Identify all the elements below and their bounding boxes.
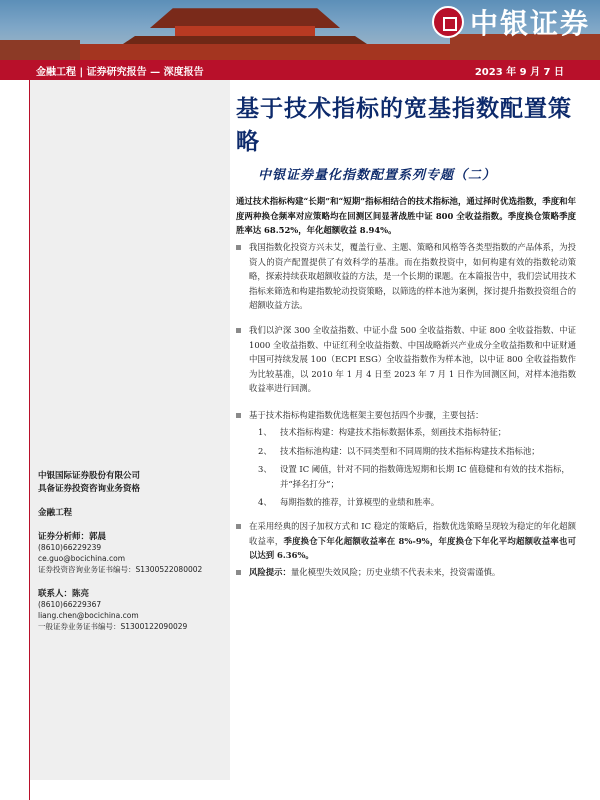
step-number: 4、: [258, 497, 272, 507]
sidebar-info: [38, 470, 224, 632]
analyst-cert: 证券投资咨询业务证书编号：S1300522080002: [38, 565, 203, 574]
step-item: [258, 495, 576, 510]
bullet-text: 基于技术指标构建指数优选框架主要包括四个步骤，主要包括：: [249, 410, 484, 420]
header-banner: [0, 0, 600, 60]
report-date: 2023 年 9 月 7 日: [474, 67, 564, 78]
left-margin-strip: [0, 80, 30, 800]
step-number: 2、: [258, 445, 272, 456]
analyst-email[interactable]: ce.guo@bocichina.com: [38, 554, 125, 563]
risk-text: 量化模型失效风险；历史业绩不代表未来，投资需谨慎。: [290, 567, 501, 577]
step-text: 每期指数的推荐，计算模型的业绩和胜率。: [280, 497, 440, 507]
bullet-item: [236, 519, 576, 563]
bullet-text: [249, 519, 576, 563]
bullet-text-strong: 季度换仓下年化超额收益率在 8%-9%，年度换仓下年化平均超额收益率也可以达到 6.36%。: [249, 535, 576, 560]
palace-roof-top: [150, 6, 340, 28]
company-name: 中银国际证券股份有限公司: [38, 471, 141, 481]
step-text: 设置 IC 阈值，针对不同的指数筛选短期和长期 IC 值稳健和有效的技术指标，并“择名打分”；: [280, 464, 570, 489]
contact-phone: (8610)66229367: [38, 600, 102, 609]
step-text: 技术指标池构建：以不同类型和不同周期的技术指标构建技术指标池；: [280, 445, 540, 456]
step-number: 3、: [258, 464, 272, 474]
page-title: 基于技术指标的宽基指数配置策略: [236, 95, 572, 155]
bullet-item: [236, 565, 576, 580]
bullet-square-icon: [236, 328, 241, 333]
brand-logo-text: 中银证券: [469, 7, 590, 40]
step-number: 1、: [258, 427, 272, 437]
bullet-square-icon: [236, 245, 241, 250]
report-category: 金融工程 | 证券研究报告 — 深度报告: [36, 67, 204, 78]
bullet-square-icon: [236, 570, 241, 575]
analyst-phone: (8610)66229239: [38, 543, 102, 552]
risk-label: 风险提示：: [249, 567, 291, 577]
company-qualification: 具备证券投资咨询业务资格: [38, 484, 141, 494]
sidebar-panel: [30, 80, 230, 780]
bullet-text: 我国指数化投资方兴未艾，覆盖行业、主题、策略和风格等各类型指数的产品体系，为投资人的资产配置提供了有效科学的基准。而在指数投资中，如何构建有效的指数轮动策略，探索持续获取超额收益的方法，是一个长期的课题。在本篇报告中，我们尝试用技术指标来筛选和构建指数轮动投资策略，以筛选的样本池为案例，探讨提升指数投资组合的超额收益方法。: [249, 242, 576, 310]
steps-list: [258, 425, 576, 514]
bullet-item: [236, 323, 576, 396]
bullet-item: [236, 240, 576, 313]
brand-logo: [432, 2, 590, 42]
bullet-text: 我们以沪深 300 全收益指数、中证小盘 500 全收益指数、中证 800 全收益指数、中证 1000 全收益指数、中证红利全收益指数、中国战略新兴产业成分全收益指数和中证财通中国可持续发展 100（ECPI ESG）全收益指数作为样本池，以中证 800 全收益指数作为比较基准，以 2010 年 1 月 4 日至 2023 年 7 月 1 日作为回测区间，对样本池指数收益率进行回测。: [249, 325, 576, 393]
palace-hall: [60, 44, 480, 60]
summary-paragraph: 通过技术指标构建“长期”和“短期”指标相结合的技术指标池，通过择时优选指数，季度和年度两种换仓频率对应策略均在回测区间显著战胜中证 800 全收益指数。季度换仓策略季度胜率达 68.52%，年化超额收益 8.94%。: [236, 196, 576, 235]
bullet-square-icon: [236, 524, 241, 529]
sidebar-section: 金融工程: [38, 508, 73, 518]
analyst-label: 证券分析师：郭晨: [38, 532, 107, 542]
step-text: 技术指标构建：构建技术指标数据体系，刻画技术指标特征；: [280, 427, 507, 437]
bullet-square-icon: [236, 413, 241, 418]
bullet-text-plain: 在采用经典的因子加权方式和 IC 稳定的策略后，指数优选策略呈现较为稳定的年化超额收益率，: [249, 521, 576, 546]
step-item: [258, 425, 576, 440]
contact-email[interactable]: liang.chen@bocichina.com: [38, 611, 139, 620]
step-item: [258, 444, 576, 459]
contact-label: 联系人：陈亮: [38, 589, 90, 599]
step-item: [258, 462, 576, 491]
boc-logo-icon: [432, 6, 464, 38]
bullet-text: [249, 565, 500, 580]
palace-wall-left: [0, 40, 80, 60]
page-subtitle: 中银证券量化指数配置系列专题（二）: [258, 168, 497, 183]
bullet-item: [236, 408, 576, 423]
contact-cert: 一般证券业务证书编号：S1300122090029: [38, 622, 188, 631]
